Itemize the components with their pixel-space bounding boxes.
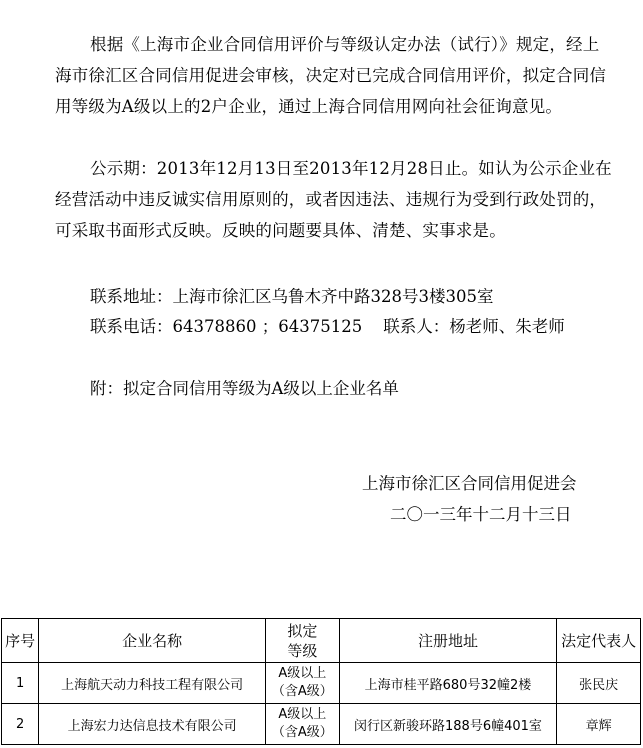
attachment-note: 附：拟定合同信用等级为A级以上企业名单: [90, 379, 399, 398]
table-row: [2, 704, 641, 745]
cell-level-line2: （含A级）: [271, 725, 333, 740]
signature-date: 二〇一三年十二月十三日: [390, 505, 572, 524]
cell-rep: 张民庆: [557, 663, 641, 704]
cell-name: 上海航天动力科技工程有限公司: [39, 663, 266, 704]
cell-rep: 章辉: [557, 704, 641, 745]
cell-address: 闵行区新骏环路188号6幢401室: [339, 704, 557, 745]
enterprise-list-table: [1, 618, 641, 745]
cell-no: 1: [2, 663, 39, 704]
header-rep: 法定代表人: [557, 619, 641, 663]
header-level-line1: 拟定: [287, 621, 318, 640]
header-level: [266, 619, 340, 663]
header-level-line2: 等级: [287, 641, 318, 660]
table-row: [2, 663, 641, 704]
cell-level-line1: A级以上: [278, 707, 327, 722]
notice-paragraph-period: 公示期：2013年12月13日至2013年12月28日止。如认为公示企业在经营活动中违反诚实信用原则的，或者因违法、违规行为受到行政处罚的，可采取书面形式反映。反映的问题要具体、清楚、实事求是。: [55, 159, 612, 240]
contact-address: 联系地址：上海市徐汇区乌鲁木齐中路328号3楼305室: [90, 287, 494, 306]
header-name: 企业名称: [39, 619, 266, 663]
header-no: 序号: [2, 619, 39, 663]
cell-level-line2: （含A级）: [271, 684, 333, 699]
header-address: 注册地址: [339, 619, 557, 663]
cell-address: 上海市桂平路680号32幢2楼: [339, 663, 557, 704]
cell-level-line1: A级以上: [278, 666, 327, 681]
table-header-row: [2, 619, 641, 663]
cell-level: [266, 663, 340, 704]
cell-level: [266, 704, 340, 745]
notice-paragraph-basis: 根据《上海市企业合同信用评价与等级认定办法（试行）》规定，经上海市徐汇区合同信用促进会审核，决定对已完成合同信用评价，拟定合同信用等级为A级以上的2户企业，通过上海合同信用网向社会征询意见。: [55, 35, 607, 116]
signature-organization: 上海市徐汇区合同信用促进会: [362, 474, 577, 493]
cell-no: 2: [2, 704, 39, 745]
contact-phone-and-person: 联系电话：64378860 ；64375125 联系人：杨老师、朱老师: [90, 317, 565, 336]
cell-name: 上海宏力达信息技术有限公司: [39, 704, 266, 745]
